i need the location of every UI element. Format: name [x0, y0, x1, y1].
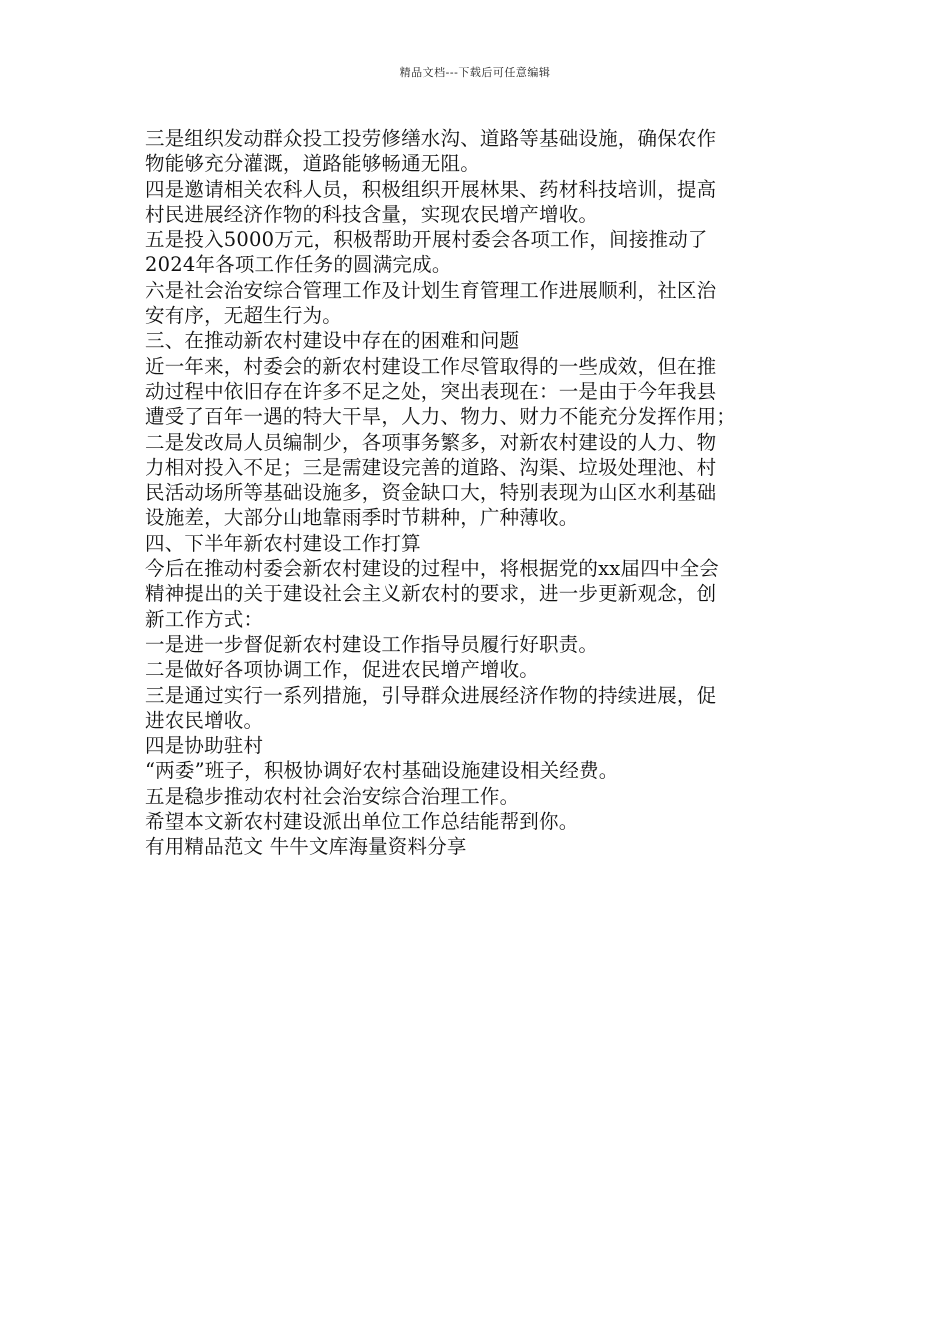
text-line: 进农民增收。	[145, 708, 264, 732]
text-line: 村民进展经济作物的科技含量，实现农民增产增收。	[145, 202, 599, 226]
text-line: “两委”班子，积极协调好农村基础设施建设相关经费。	[145, 759, 619, 783]
text-line: 动过程中依旧存在许多不足之处，突出表现在：一是由于今年我县	[145, 379, 717, 403]
text-line: 二是做好各项协调工作，促进农民增产增收。	[145, 658, 540, 682]
page-header: 精品文档---下载后可任意编辑	[399, 66, 551, 79]
text-line: 六是社会治安综合管理工作及计划生育管理工作进展顺利，社区治	[145, 278, 717, 302]
text-line: 三是组织发动群众投工投劳修缮水沟、道路等基础设施，确保农作	[145, 127, 717, 150]
text-line: 民活动场所等基础设施多，资金缺口大，特别表现为山区水利基础	[145, 481, 717, 505]
text-line: 四是邀请相关农科人员，积极组织开展林果、药材科技培训，提高	[145, 177, 717, 201]
text-line: 力相对投入不足；三是需建设完善的道路、沟渠、垃圾处理池、村	[145, 455, 717, 479]
text-line: 设施差，大部分山地靠雨季时节耕种，广种薄收。	[145, 506, 579, 530]
text-line: 五是投入5000万元，积极帮助开展村委会各项工作，间接推动了	[145, 228, 708, 252]
text-line: 近一年来，村委会的新农村建设工作尽管取得的一些成效，但在推	[145, 354, 717, 378]
text-line: 一是进一步督促新农村建设工作指导员履行好职责。	[145, 632, 599, 656]
text-line: 二是发改局人员编制少，各项事务繁多，对新农村建设的人力、物	[145, 430, 717, 454]
section-heading: 三、在推动新农村建设中存在的困难和问题	[145, 329, 520, 353]
document-body	[145, 126, 810, 860]
footer-line: 有用精品范文 牛牛文库海量资料分享	[145, 835, 467, 859]
text-line: 遭受了百年一遇的特大干旱，人力、物力、财力不能充分发挥作用；	[145, 405, 737, 429]
text-line: 五是稳步推动农村社会治安综合治理工作。	[145, 784, 520, 808]
text-line: 三是通过实行一系列措施，引导群众进展经济作物的持续进展，促	[145, 683, 717, 707]
section-heading: 四、下半年新农村建设工作打算	[145, 531, 421, 555]
text-line: 新工作方式：	[145, 607, 264, 631]
text-line: 安有序，无超生行为。	[145, 304, 343, 328]
text-line: 物能够充分灌溉，道路能够畅通无阻。	[145, 152, 480, 176]
text-line: 四是协助驻村	[145, 734, 264, 758]
text-line: 今后在推动村委会新农村建设的过程中，将根据党的xx届四中全会	[145, 557, 719, 581]
text-line: 精神提出的关于建设社会主义新农村的要求，进一步更新观念，创	[145, 582, 717, 606]
text-line: 希望本文新农村建设派出单位工作总结能帮到你。	[145, 810, 579, 834]
text-line: 2024年各项工作任务的圆满完成。	[145, 253, 452, 277]
